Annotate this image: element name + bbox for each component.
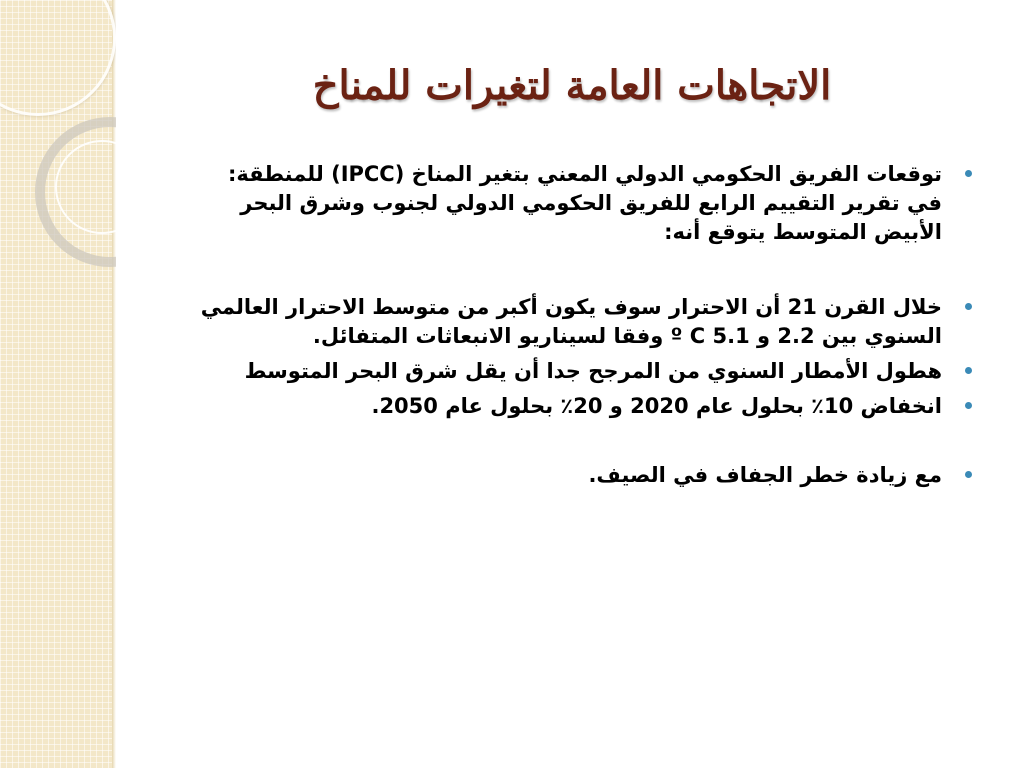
decorative-rings xyxy=(0,0,116,768)
bullet-dot-icon xyxy=(965,170,972,177)
bullet-item xyxy=(200,357,954,386)
bullet-dot-icon xyxy=(965,303,972,310)
bullet-dot-icon xyxy=(965,367,972,374)
slide-title: الاتجاهات العامة لتغيرات للمناخ xyxy=(312,62,832,109)
bullet-text: انخفاض 10٪ بحلول عام 2020 و 20٪ بحلول عام 2050. xyxy=(371,394,942,418)
bullet-text: مع زيادة خطر الجفاف في الصيف. xyxy=(588,463,942,487)
bullet-item xyxy=(200,160,954,247)
decorative-ring-top xyxy=(0,0,116,116)
bullet-text: خلال القرن 21 أن الاحترار سوف يكون أكبر من متوسط الاحترار العالمي السنوي بين 2.2 و 5.1 º C وفقا لسيناريو الانبعاثات المتفائل. xyxy=(200,295,942,348)
bullet-dot-icon xyxy=(965,471,972,478)
bullet-dot-icon xyxy=(965,402,972,409)
bullet-list xyxy=(200,160,954,490)
bullet-item xyxy=(200,461,954,490)
bullet-item xyxy=(200,392,954,421)
bullet-text: هطول الأمطار السنوي من المرجح جدا أن يقل شرق البحر المتوسط xyxy=(244,359,942,383)
bullet-item xyxy=(200,293,954,351)
bullet-text: توقعات الفريق الحكومي الدولي المعني بتغير المناخ (IPCC) للمنطقة: في تقرير التقييم الرابع للفريق الحكومي الدولي لجنوب وشرق البحر الأبيض المتوسط يتوقع أنه: xyxy=(227,162,942,244)
